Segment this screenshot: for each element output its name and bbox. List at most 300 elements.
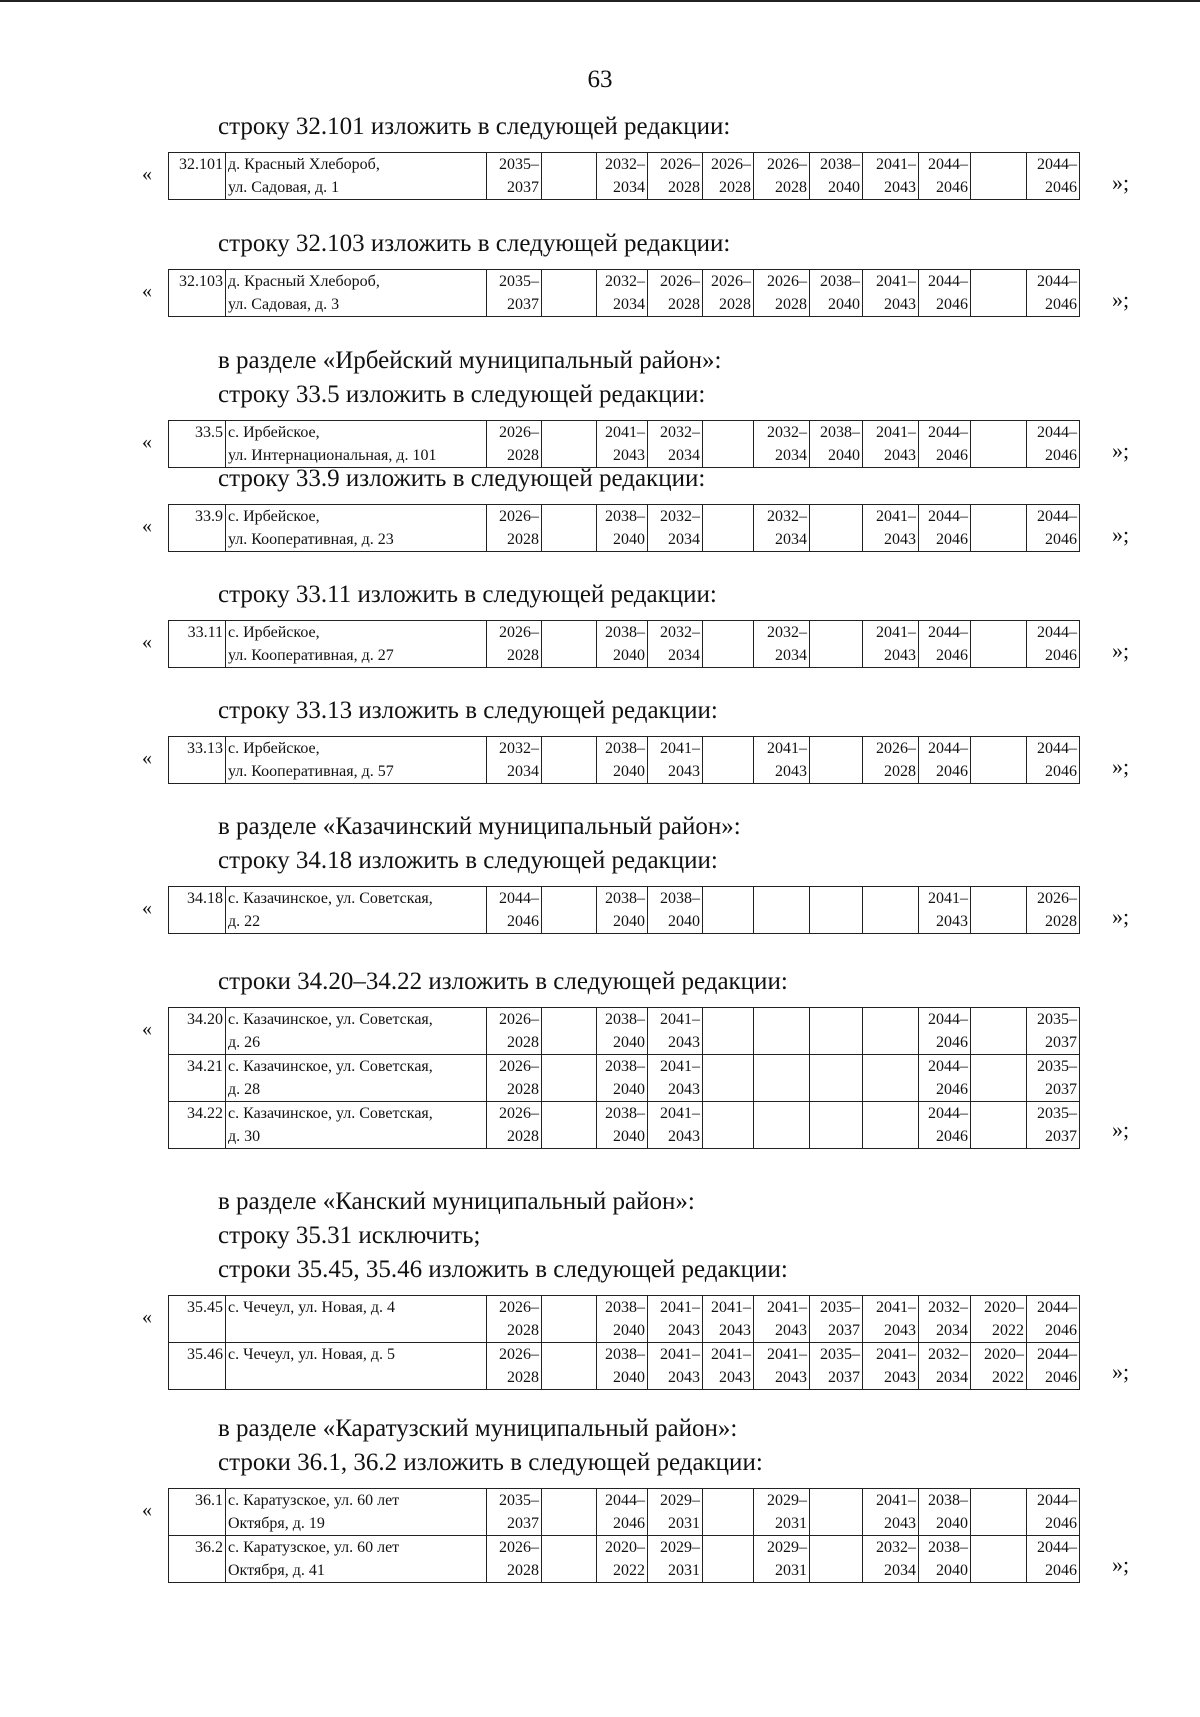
table-wrapper bbox=[0, 620, 1200, 670]
period-cell: 2026– bbox=[487, 505, 542, 529]
period-cell: 2043 bbox=[648, 1078, 703, 1102]
amendment-block bbox=[0, 110, 1200, 196]
period-cell: 2043 bbox=[703, 1319, 754, 1343]
period-cell: 2034 bbox=[754, 528, 810, 552]
period-cell: 2028 bbox=[703, 293, 754, 317]
period-cell bbox=[971, 1125, 1027, 1149]
opening-quote: « bbox=[142, 1018, 152, 1040]
period-cell bbox=[754, 1055, 810, 1079]
period-cell bbox=[754, 1078, 810, 1102]
period-cell: 2040 bbox=[810, 444, 863, 468]
period-cell: 2026– bbox=[487, 1102, 542, 1126]
period-cell: 2046 bbox=[597, 1512, 648, 1536]
period-cell: 2031 bbox=[648, 1512, 703, 1536]
instruction-text: в разделе «Канский муниципальный район»: bbox=[218, 1188, 695, 1215]
opening-quote: « bbox=[142, 431, 152, 453]
row-number: 34.22 bbox=[169, 1102, 226, 1126]
period-cell bbox=[703, 910, 754, 934]
period-cell: 2043 bbox=[648, 1125, 703, 1149]
period-cell: 2044– bbox=[919, 270, 971, 294]
period-cell: 2034 bbox=[754, 644, 810, 668]
period-cell: 2037 bbox=[487, 293, 542, 317]
period-cell: 2043 bbox=[648, 760, 703, 784]
period-cell: 2037 bbox=[1027, 1031, 1080, 1055]
period-cell: 2040 bbox=[648, 910, 703, 934]
table-row bbox=[169, 1008, 1080, 1032]
period-cell: 2044– bbox=[1027, 1296, 1080, 1320]
period-cell: 2026– bbox=[487, 1008, 542, 1032]
instruction-text: строку 33.13 изложить в следующей редакции: bbox=[218, 697, 718, 724]
period-cell: 2035– bbox=[487, 1489, 542, 1513]
table-wrapper bbox=[0, 152, 1200, 202]
address-cell: д. 22 bbox=[226, 910, 487, 934]
address-cell: Октября, д. 19 bbox=[226, 1512, 487, 1536]
address-cell: с. Казачинское, ул. Советская, bbox=[226, 1102, 487, 1126]
period-cell: 2038– bbox=[597, 621, 648, 645]
period-cell bbox=[810, 887, 863, 911]
period-cell: 2026– bbox=[487, 621, 542, 645]
period-cell: 2041– bbox=[648, 1296, 703, 1320]
period-cell: 2037 bbox=[1027, 1078, 1080, 1102]
row-number bbox=[169, 1559, 226, 1583]
period-cell bbox=[542, 505, 597, 529]
period-cell: 2046 bbox=[919, 444, 971, 468]
period-cell bbox=[703, 421, 754, 445]
period-cell: 2032– bbox=[754, 621, 810, 645]
period-cell: 2044– bbox=[1027, 505, 1080, 529]
table-row bbox=[169, 293, 1080, 317]
period-cell: 2044– bbox=[919, 1102, 971, 1126]
address-cell: ул. Садовая, д. 1 bbox=[226, 176, 487, 200]
period-cell bbox=[863, 1008, 919, 1032]
period-cell bbox=[971, 760, 1027, 784]
table-row bbox=[169, 737, 1080, 761]
period-cell: 2034 bbox=[597, 176, 648, 200]
period-cell: 2038– bbox=[597, 1343, 648, 1367]
amendment-block bbox=[0, 810, 1200, 930]
period-cell bbox=[542, 176, 597, 200]
table-row bbox=[169, 760, 1080, 784]
table-wrapper bbox=[0, 1007, 1200, 1149]
period-cell: 2040 bbox=[597, 528, 648, 552]
opening-quote: « bbox=[142, 747, 152, 769]
period-cell: 2043 bbox=[754, 760, 810, 784]
period-cell: 2043 bbox=[597, 444, 648, 468]
address-cell: д. 26 bbox=[226, 1031, 487, 1055]
closing-quote: »; bbox=[1112, 170, 1130, 195]
amendment-block bbox=[0, 344, 1200, 464]
period-cell bbox=[542, 644, 597, 668]
row-number bbox=[169, 1366, 226, 1390]
table-row bbox=[169, 1559, 1080, 1583]
period-cell: 2028 bbox=[487, 1559, 542, 1583]
period-cell: 2041– bbox=[863, 1489, 919, 1513]
period-cell: 2037 bbox=[487, 176, 542, 200]
period-cell: 2034 bbox=[648, 444, 703, 468]
period-cell bbox=[703, 528, 754, 552]
period-cell bbox=[971, 421, 1027, 445]
period-cell bbox=[863, 1125, 919, 1149]
opening-quote: « bbox=[142, 280, 152, 302]
period-cell: 2046 bbox=[1027, 528, 1080, 552]
period-cell bbox=[703, 621, 754, 645]
period-cell bbox=[703, 737, 754, 761]
period-cell: 2043 bbox=[863, 293, 919, 317]
period-cell: 2044– bbox=[919, 1008, 971, 1032]
period-cell: 2035– bbox=[1027, 1055, 1080, 1079]
period-cell bbox=[810, 1536, 863, 1560]
period-cell: 2044– bbox=[487, 887, 542, 911]
period-cell: 2046 bbox=[1027, 293, 1080, 317]
period-cell: 2037 bbox=[1027, 1125, 1080, 1149]
period-cell bbox=[810, 621, 863, 645]
instruction-text: строку 34.18 изложить в следующей редакции: bbox=[218, 847, 718, 874]
opening-quote: « bbox=[142, 163, 152, 185]
period-cell bbox=[971, 505, 1027, 529]
address-cell: д. 30 bbox=[226, 1125, 487, 1149]
period-cell: 2037 bbox=[810, 1319, 863, 1343]
period-cell bbox=[754, 887, 810, 911]
period-cell: 2037 bbox=[810, 1366, 863, 1390]
period-cell: 2038– bbox=[810, 153, 863, 177]
table-row bbox=[169, 176, 1080, 200]
period-cell: 2043 bbox=[703, 1366, 754, 1390]
period-cell bbox=[971, 176, 1027, 200]
amendment-block bbox=[0, 227, 1200, 313]
amendment-block bbox=[0, 462, 1200, 548]
period-cell: 2032– bbox=[648, 421, 703, 445]
period-cell: 2046 bbox=[1027, 444, 1080, 468]
period-cell: 2043 bbox=[863, 444, 919, 468]
period-cell bbox=[542, 1319, 597, 1343]
period-cell bbox=[971, 1512, 1027, 1536]
period-cell: 2038– bbox=[919, 1536, 971, 1560]
period-cell: 2026– bbox=[487, 1343, 542, 1367]
period-cell: 2034 bbox=[863, 1559, 919, 1583]
table-wrapper bbox=[0, 1488, 1200, 1584]
period-cell bbox=[863, 910, 919, 934]
table-row bbox=[169, 1343, 1080, 1367]
period-cell: 2043 bbox=[863, 1319, 919, 1343]
period-cell: 2032– bbox=[597, 153, 648, 177]
period-cell: 2032– bbox=[754, 421, 810, 445]
period-cell: 2044– bbox=[1027, 621, 1080, 645]
closing-quote: »; bbox=[1112, 1117, 1130, 1142]
period-cell bbox=[863, 1078, 919, 1102]
period-cell: 2031 bbox=[754, 1559, 810, 1583]
address-cell bbox=[226, 1366, 487, 1390]
table-wrapper bbox=[0, 1295, 1200, 1391]
period-cell: 2026– bbox=[648, 153, 703, 177]
period-cell: 2026– bbox=[1027, 887, 1080, 911]
period-cell bbox=[754, 1008, 810, 1032]
period-cell bbox=[971, 1536, 1027, 1560]
instruction-text: в разделе «Каратузский муниципальный район»: bbox=[218, 1415, 738, 1442]
instruction-text: в разделе «Казачинский муниципальный район»: bbox=[218, 813, 741, 840]
opening-quote: « bbox=[142, 1499, 152, 1521]
address-cell bbox=[226, 1319, 487, 1343]
period-cell: 2028 bbox=[487, 444, 542, 468]
period-cell: 2040 bbox=[810, 293, 863, 317]
period-cell: 2041– bbox=[754, 737, 810, 761]
period-cell: 2034 bbox=[487, 760, 542, 784]
row-number bbox=[169, 176, 226, 200]
period-cell: 2026– bbox=[703, 270, 754, 294]
period-cell: 2046 bbox=[1027, 1559, 1080, 1583]
period-cell: 2029– bbox=[648, 1489, 703, 1513]
period-cell: 2043 bbox=[863, 1512, 919, 1536]
period-cell: 2044– bbox=[1027, 153, 1080, 177]
row-number bbox=[169, 910, 226, 934]
instruction-text: строки 36.1, 36.2 изложить в следующей редакции: bbox=[218, 1449, 763, 1476]
row-number bbox=[169, 528, 226, 552]
period-cell: 2043 bbox=[648, 1319, 703, 1343]
row-number: 32.103 bbox=[169, 270, 226, 294]
period-cell: 2026– bbox=[754, 270, 810, 294]
period-cell: 2044– bbox=[919, 737, 971, 761]
table-row bbox=[169, 1078, 1080, 1102]
period-cell: 2046 bbox=[919, 1031, 971, 1055]
table-row bbox=[169, 1366, 1080, 1390]
table-row bbox=[169, 1102, 1080, 1126]
opening-quote: « bbox=[142, 897, 152, 919]
period-cell: 2034 bbox=[648, 528, 703, 552]
period-cell: 2031 bbox=[754, 1512, 810, 1536]
period-cell: 2031 bbox=[648, 1559, 703, 1583]
row-number: 33.5 bbox=[169, 421, 226, 445]
period-cell bbox=[542, 910, 597, 934]
period-cell: 2041– bbox=[754, 1343, 810, 1367]
row-number: 36.2 bbox=[169, 1536, 226, 1560]
period-cell: 2040 bbox=[597, 1031, 648, 1055]
period-cell: 2026– bbox=[487, 1296, 542, 1320]
period-cell: 2041– bbox=[648, 737, 703, 761]
period-cell bbox=[542, 421, 597, 445]
table-row bbox=[169, 528, 1080, 552]
closing-quote: »; bbox=[1112, 1552, 1130, 1577]
amendment-table bbox=[168, 1295, 1080, 1390]
page-number: 63 bbox=[587, 66, 613, 93]
period-cell bbox=[810, 644, 863, 668]
address-cell: ул. Кооперативная, д. 23 bbox=[226, 528, 487, 552]
period-cell: 2022 bbox=[971, 1319, 1027, 1343]
period-cell: 2041– bbox=[863, 621, 919, 645]
period-cell: 2032– bbox=[754, 505, 810, 529]
period-cell: 2046 bbox=[919, 528, 971, 552]
address-cell: ул. Садовая, д. 3 bbox=[226, 293, 487, 317]
period-cell: 2020– bbox=[597, 1536, 648, 1560]
period-cell bbox=[754, 1031, 810, 1055]
period-cell: 2043 bbox=[863, 644, 919, 668]
period-cell: 2043 bbox=[863, 528, 919, 552]
period-cell: 2040 bbox=[597, 910, 648, 934]
period-cell: 2020– bbox=[971, 1343, 1027, 1367]
opening-quote: « bbox=[142, 515, 152, 537]
table-wrapper bbox=[0, 886, 1200, 936]
period-cell: 2034 bbox=[754, 444, 810, 468]
period-cell: 2041– bbox=[863, 153, 919, 177]
period-cell: 2046 bbox=[919, 1078, 971, 1102]
period-cell bbox=[863, 1102, 919, 1126]
table-wrapper bbox=[0, 269, 1200, 319]
table-row bbox=[169, 1296, 1080, 1320]
period-cell bbox=[810, 1512, 863, 1536]
period-cell bbox=[810, 737, 863, 761]
period-cell: 2038– bbox=[810, 421, 863, 445]
period-cell bbox=[971, 1102, 1027, 1126]
period-cell bbox=[542, 528, 597, 552]
period-cell bbox=[542, 1296, 597, 1320]
row-number: 34.20 bbox=[169, 1008, 226, 1032]
row-number: 36.1 bbox=[169, 1489, 226, 1513]
address-cell: с. Ирбейское, bbox=[226, 421, 487, 445]
closing-quote: »; bbox=[1112, 638, 1130, 663]
period-cell bbox=[810, 505, 863, 529]
period-cell bbox=[542, 1031, 597, 1055]
period-cell: 2041– bbox=[754, 1296, 810, 1320]
row-number: 33.11 bbox=[169, 621, 226, 645]
row-number: 32.101 bbox=[169, 153, 226, 177]
amendment-block bbox=[0, 965, 1200, 1145]
period-cell: 2040 bbox=[597, 1366, 648, 1390]
period-cell bbox=[703, 1008, 754, 1032]
address-cell: ул. Кооперативная, д. 57 bbox=[226, 760, 487, 784]
opening-quote: « bbox=[142, 631, 152, 653]
row-number: 33.9 bbox=[169, 505, 226, 529]
row-number bbox=[169, 1319, 226, 1343]
period-cell: 2046 bbox=[919, 644, 971, 668]
period-cell: 2041– bbox=[863, 421, 919, 445]
period-cell bbox=[971, 293, 1027, 317]
period-cell: 2034 bbox=[597, 293, 648, 317]
period-cell: 2028 bbox=[487, 1319, 542, 1343]
row-number bbox=[169, 644, 226, 668]
period-cell: 2044– bbox=[919, 421, 971, 445]
row-number: 33.13 bbox=[169, 737, 226, 761]
period-cell: 2046 bbox=[487, 910, 542, 934]
period-cell: 2028 bbox=[754, 176, 810, 200]
instruction-text: строку 32.103 изложить в следующей редакции: bbox=[218, 230, 731, 257]
period-cell: 2040 bbox=[919, 1559, 971, 1583]
period-cell bbox=[542, 270, 597, 294]
instruction-text: строку 33.5 изложить в следующей редакции: bbox=[218, 381, 706, 408]
period-cell bbox=[542, 621, 597, 645]
period-cell bbox=[810, 1008, 863, 1032]
period-cell bbox=[810, 1489, 863, 1513]
period-cell: 2044– bbox=[1027, 737, 1080, 761]
address-cell: д. Красный Хлебороб, bbox=[226, 270, 487, 294]
period-cell bbox=[863, 1055, 919, 1079]
instruction-text: строки 35.45, 35.46 изложить в следующей редакции: bbox=[218, 1256, 788, 1283]
table-row bbox=[169, 1055, 1080, 1079]
amendment-table bbox=[168, 420, 1080, 468]
amendment-table bbox=[168, 886, 1080, 934]
period-cell: 2040 bbox=[597, 1078, 648, 1102]
period-cell: 2026– bbox=[487, 421, 542, 445]
top-border-line bbox=[0, 0, 1200, 2]
row-number bbox=[169, 760, 226, 784]
address-cell: д. Красный Хлебороб, bbox=[226, 153, 487, 177]
amendment-table bbox=[168, 504, 1080, 552]
period-cell bbox=[971, 621, 1027, 645]
period-cell: 2041– bbox=[648, 1008, 703, 1032]
period-cell: 2022 bbox=[971, 1366, 1027, 1390]
period-cell bbox=[542, 737, 597, 761]
period-cell bbox=[810, 1559, 863, 1583]
period-cell bbox=[703, 1078, 754, 1102]
period-cell: 2043 bbox=[648, 1031, 703, 1055]
instruction-text: строку 33.11 изложить в следующей редакции: bbox=[218, 581, 717, 608]
period-cell bbox=[542, 1055, 597, 1079]
period-cell: 2046 bbox=[919, 176, 971, 200]
address-cell: д. 28 bbox=[226, 1078, 487, 1102]
table-row bbox=[169, 644, 1080, 668]
table-row bbox=[169, 1536, 1080, 1560]
period-cell: 2044– bbox=[1027, 421, 1080, 445]
period-cell: 2043 bbox=[919, 910, 971, 934]
period-cell: 2043 bbox=[863, 1366, 919, 1390]
period-cell: 2035– bbox=[1027, 1102, 1080, 1126]
closing-quote: »; bbox=[1112, 1359, 1130, 1384]
period-cell: 2032– bbox=[648, 621, 703, 645]
row-number bbox=[169, 1031, 226, 1055]
period-cell: 2028 bbox=[487, 1078, 542, 1102]
period-cell: 2044– bbox=[1027, 1489, 1080, 1513]
period-cell: 2032– bbox=[919, 1296, 971, 1320]
period-cell: 2046 bbox=[1027, 1319, 1080, 1343]
period-cell: 2038– bbox=[597, 737, 648, 761]
table-row bbox=[169, 153, 1080, 177]
period-cell bbox=[542, 887, 597, 911]
period-cell bbox=[542, 760, 597, 784]
table-row bbox=[169, 1031, 1080, 1055]
table-row bbox=[169, 1125, 1080, 1149]
period-cell bbox=[703, 887, 754, 911]
period-cell: 2038– bbox=[810, 270, 863, 294]
period-cell bbox=[703, 1512, 754, 1536]
period-cell bbox=[971, 887, 1027, 911]
period-cell: 2044– bbox=[919, 505, 971, 529]
period-cell: 2028 bbox=[703, 176, 754, 200]
table-row bbox=[169, 1489, 1080, 1513]
address-cell: с. Чечеул, ул. Новая, д. 5 bbox=[226, 1343, 487, 1367]
amendment-block bbox=[0, 1412, 1200, 1579]
period-cell: 2028 bbox=[863, 760, 919, 784]
period-cell bbox=[971, 737, 1027, 761]
period-cell bbox=[810, 910, 863, 934]
period-cell: 2038– bbox=[597, 1055, 648, 1079]
address-cell: с. Ирбейское, bbox=[226, 505, 487, 529]
period-cell bbox=[542, 1536, 597, 1560]
period-cell bbox=[971, 910, 1027, 934]
period-cell bbox=[810, 760, 863, 784]
period-cell: 2038– bbox=[919, 1489, 971, 1513]
period-cell: 2041– bbox=[648, 1102, 703, 1126]
row-number: 35.46 bbox=[169, 1343, 226, 1367]
period-cell: 2028 bbox=[487, 644, 542, 668]
period-cell: 2038– bbox=[597, 1008, 648, 1032]
period-cell bbox=[754, 1125, 810, 1149]
period-cell: 2038– bbox=[597, 887, 648, 911]
period-cell: 2026– bbox=[487, 1536, 542, 1560]
period-cell: 2041– bbox=[703, 1343, 754, 1367]
period-cell: 2046 bbox=[919, 1125, 971, 1149]
period-cell: 2038– bbox=[648, 887, 703, 911]
period-cell bbox=[971, 644, 1027, 668]
period-cell: 2026– bbox=[648, 270, 703, 294]
period-cell: 2044– bbox=[919, 621, 971, 645]
period-cell: 2046 bbox=[1027, 644, 1080, 668]
